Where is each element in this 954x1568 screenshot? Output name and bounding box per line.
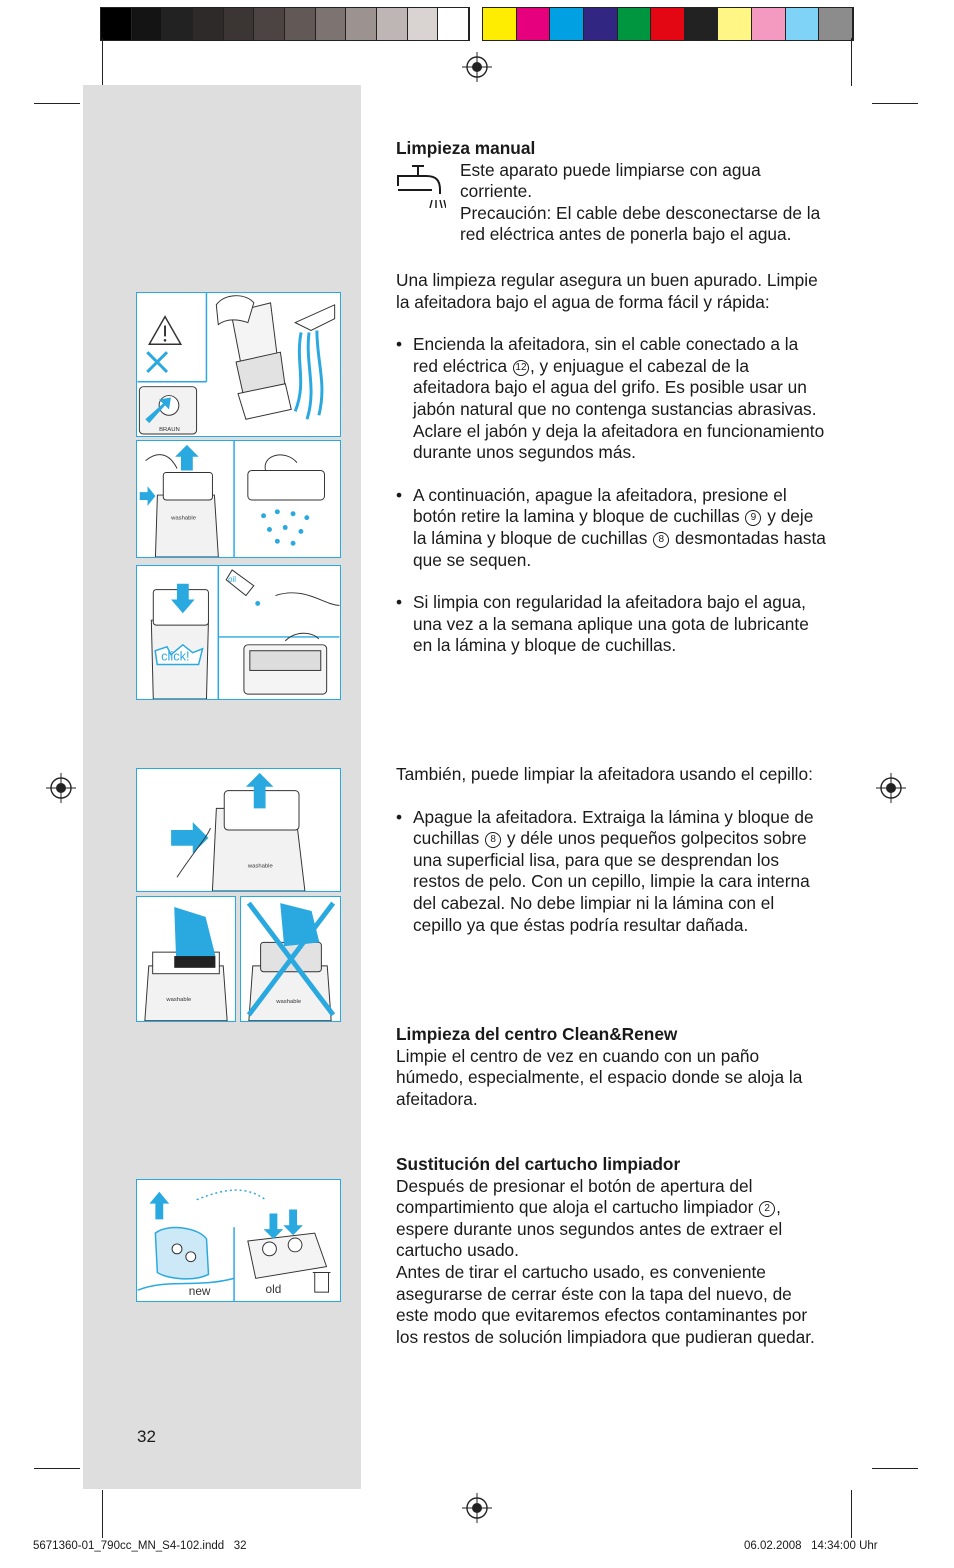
washable-label: washable	[247, 863, 273, 870]
color-swatch	[718, 8, 752, 40]
arrow-up-icon	[149, 1192, 169, 1220]
crop-mark	[34, 103, 80, 104]
washable-label: washable	[171, 515, 196, 522]
tap-note-line1: Este aparato puede limpiarse con agua corriente.	[460, 159, 761, 202]
color-swatch	[316, 8, 347, 40]
color-swatch	[408, 8, 439, 40]
brush-cleaning-intro: También, puede limpiar la afeitadora usando el cepillo:	[396, 764, 813, 784]
color-swatch	[618, 8, 652, 40]
figure-lubricate-click	[136, 565, 341, 700]
color-swatch	[786, 8, 820, 40]
tap-note	[396, 160, 826, 246]
crop-mark	[102, 1490, 103, 1538]
cartridge-body-1: Después de presionar el botón de apertura del compartimiento que aloja el cartucho limpiador 2 , espere durante unos segundos antes de extraer el cartucho usado.	[396, 1175, 783, 1261]
color-swatch	[517, 8, 551, 40]
new-label: new	[188, 1284, 211, 1299]
arrow-right-icon	[171, 822, 208, 853]
arrow-up-icon	[175, 445, 199, 471]
color-swatch	[377, 8, 408, 40]
figure-cartridge-replace	[136, 1179, 341, 1302]
registration-mark-icon	[876, 773, 906, 803]
center-cleaning-heading: Limpieza del centro Clean&Renew	[396, 1024, 678, 1044]
tap-note-line2: Precaución: El cable debe desconectarse de la red eléctrica antes de ponerla bajo el agua.	[460, 202, 821, 245]
cartridge-heading: Sustitución del cartucho limpiador	[396, 1154, 681, 1174]
list-item: • Encienda la afeitadora, sin el cable conectado a la red eléctrica 12 , y enjuague el cabezal de la afeitadora bajo el agua del grifo. Es posible usar un jabón natural que no contenga sustancias abrasivas. Aclare el jabón y deja la afeitadora en funcionamiento durante unos segundos más.	[396, 334, 826, 464]
reference-number: 9	[745, 510, 761, 526]
figure-tap-foil	[136, 768, 341, 892]
washable-label: washable	[166, 997, 192, 1004]
cartridge-illustration	[137, 1180, 340, 1301]
figure-remove-foil-dry	[136, 440, 341, 558]
color-swatch	[483, 8, 517, 40]
manual-cleaning-heading: Limpieza manual	[396, 138, 536, 158]
brush-cleaning-illustration	[137, 897, 235, 1021]
crop-mark	[34, 1468, 80, 1469]
list-item: • Si limpia con regularidad la afeitadora bajo el agua, una vez a la semana aplique una gota de lubricante en la lámina y bloque de cuchillas.	[396, 592, 826, 657]
crop-mark	[102, 38, 103, 86]
arrow-down-icon	[264, 1213, 284, 1239]
reference-number: 12	[513, 360, 529, 376]
old-label: old	[265, 1282, 282, 1297]
color-swatch	[193, 8, 224, 40]
list-item: • Apague la afeitadora. Extraiga la lámina y bloque de cuchillas 8 y déle unos pequeños golpecitos sobre una superficial lisa, para que se desprendan los restos de pelo. Con un cepillo, limpie la cara interna del cabezal. No debe limpiar ni la lámina con el cepillo ya que éstas podría resultar dañada.	[396, 807, 826, 937]
color-swatch	[346, 8, 377, 40]
cartridge-body-2: Antes de tirar el cartucho usado, es conveniente asegurarse de cerrar éste con la tapa del nuevo, de este modo que evitaremos efectos contaminantes por los restos de solución limpiadora que pudieran quedar.	[396, 1261, 815, 1347]
crop-mark	[872, 103, 918, 104]
faucet-icon	[396, 160, 446, 208]
registration-mark-icon	[46, 773, 76, 803]
crop-mark	[851, 1490, 852, 1538]
crop-mark	[851, 38, 852, 86]
color-swatch	[651, 8, 685, 40]
registration-mark-icon	[462, 52, 492, 82]
shaver-oil-illustration	[137, 566, 340, 699]
trash-bin-icon	[315, 1272, 329, 1292]
figure-rinse-under-tap	[136, 292, 341, 437]
color-swatch	[224, 8, 255, 40]
color-swatch	[132, 8, 163, 40]
color-swatch	[162, 8, 193, 40]
oil-label: oil	[228, 574, 237, 584]
manual-cleaning-intro: Una limpieza regular asegura un buen apurado. Limpie la afeitadora bajo el agua de forma fácil y rápida:	[396, 269, 818, 312]
color-swatch	[438, 8, 469, 40]
shaver-tap-illustration	[137, 769, 340, 891]
reference-number: 2	[759, 1201, 775, 1217]
reference-number: 8	[485, 832, 501, 848]
arrow-down-icon	[283, 1210, 303, 1236]
manual-cleaning-steps	[396, 334, 826, 657]
washable-label: washable	[276, 999, 302, 1006]
brush-cleaning-section	[396, 764, 826, 936]
reference-number: 8	[653, 532, 669, 548]
color-swatch	[752, 8, 786, 40]
registration-mark-icon	[462, 1493, 492, 1523]
color-swatch	[101, 8, 132, 40]
page-number: 32	[137, 1427, 156, 1446]
shaver-rinse-illustration	[137, 293, 340, 436]
cartridge-section	[396, 1154, 826, 1348]
color-swatch	[550, 8, 584, 40]
grey-calibration-bar	[100, 7, 470, 41]
figure-do-not-brush-foil	[240, 896, 341, 1022]
color-swatch	[819, 8, 853, 40]
brush-warning-illustration	[241, 897, 340, 1021]
click-label: click!	[161, 648, 190, 664]
shaver-dry-illustration	[137, 441, 340, 557]
color-calibration-bar	[482, 7, 854, 41]
color-swatch	[685, 8, 719, 40]
footer-timestamp: 06.02.2008 14:34:00 Uhr	[744, 1540, 878, 1552]
footer-file-name: 5671360-01_790cc_MN_S4-102.indd 32	[33, 1540, 247, 1552]
arrow-right-icon	[140, 486, 156, 506]
color-swatch	[584, 8, 618, 40]
manual-cleaning-section	[396, 138, 826, 657]
crop-mark	[872, 1468, 918, 1469]
brand-label: BRAUN	[159, 427, 180, 434]
center-cleaning-body: Limpie el centro de vez en cuando con un paño húmedo, especialmente, el espacio donde se aloja la afeitadora.	[396, 1045, 803, 1109]
color-swatch	[254, 8, 285, 40]
figure-brush-head	[136, 896, 236, 1022]
list-item: • A continuación, apague la afeitadora, presione el botón retire la lamina y bloque de cuchillas 9 y deje la lámina y bloque de cuchillas 8 desmontadas hasta que se sequen.	[396, 485, 826, 571]
center-cleaning-section	[396, 1024, 826, 1110]
color-swatch	[285, 8, 316, 40]
brush-cleaning-steps	[396, 807, 826, 937]
